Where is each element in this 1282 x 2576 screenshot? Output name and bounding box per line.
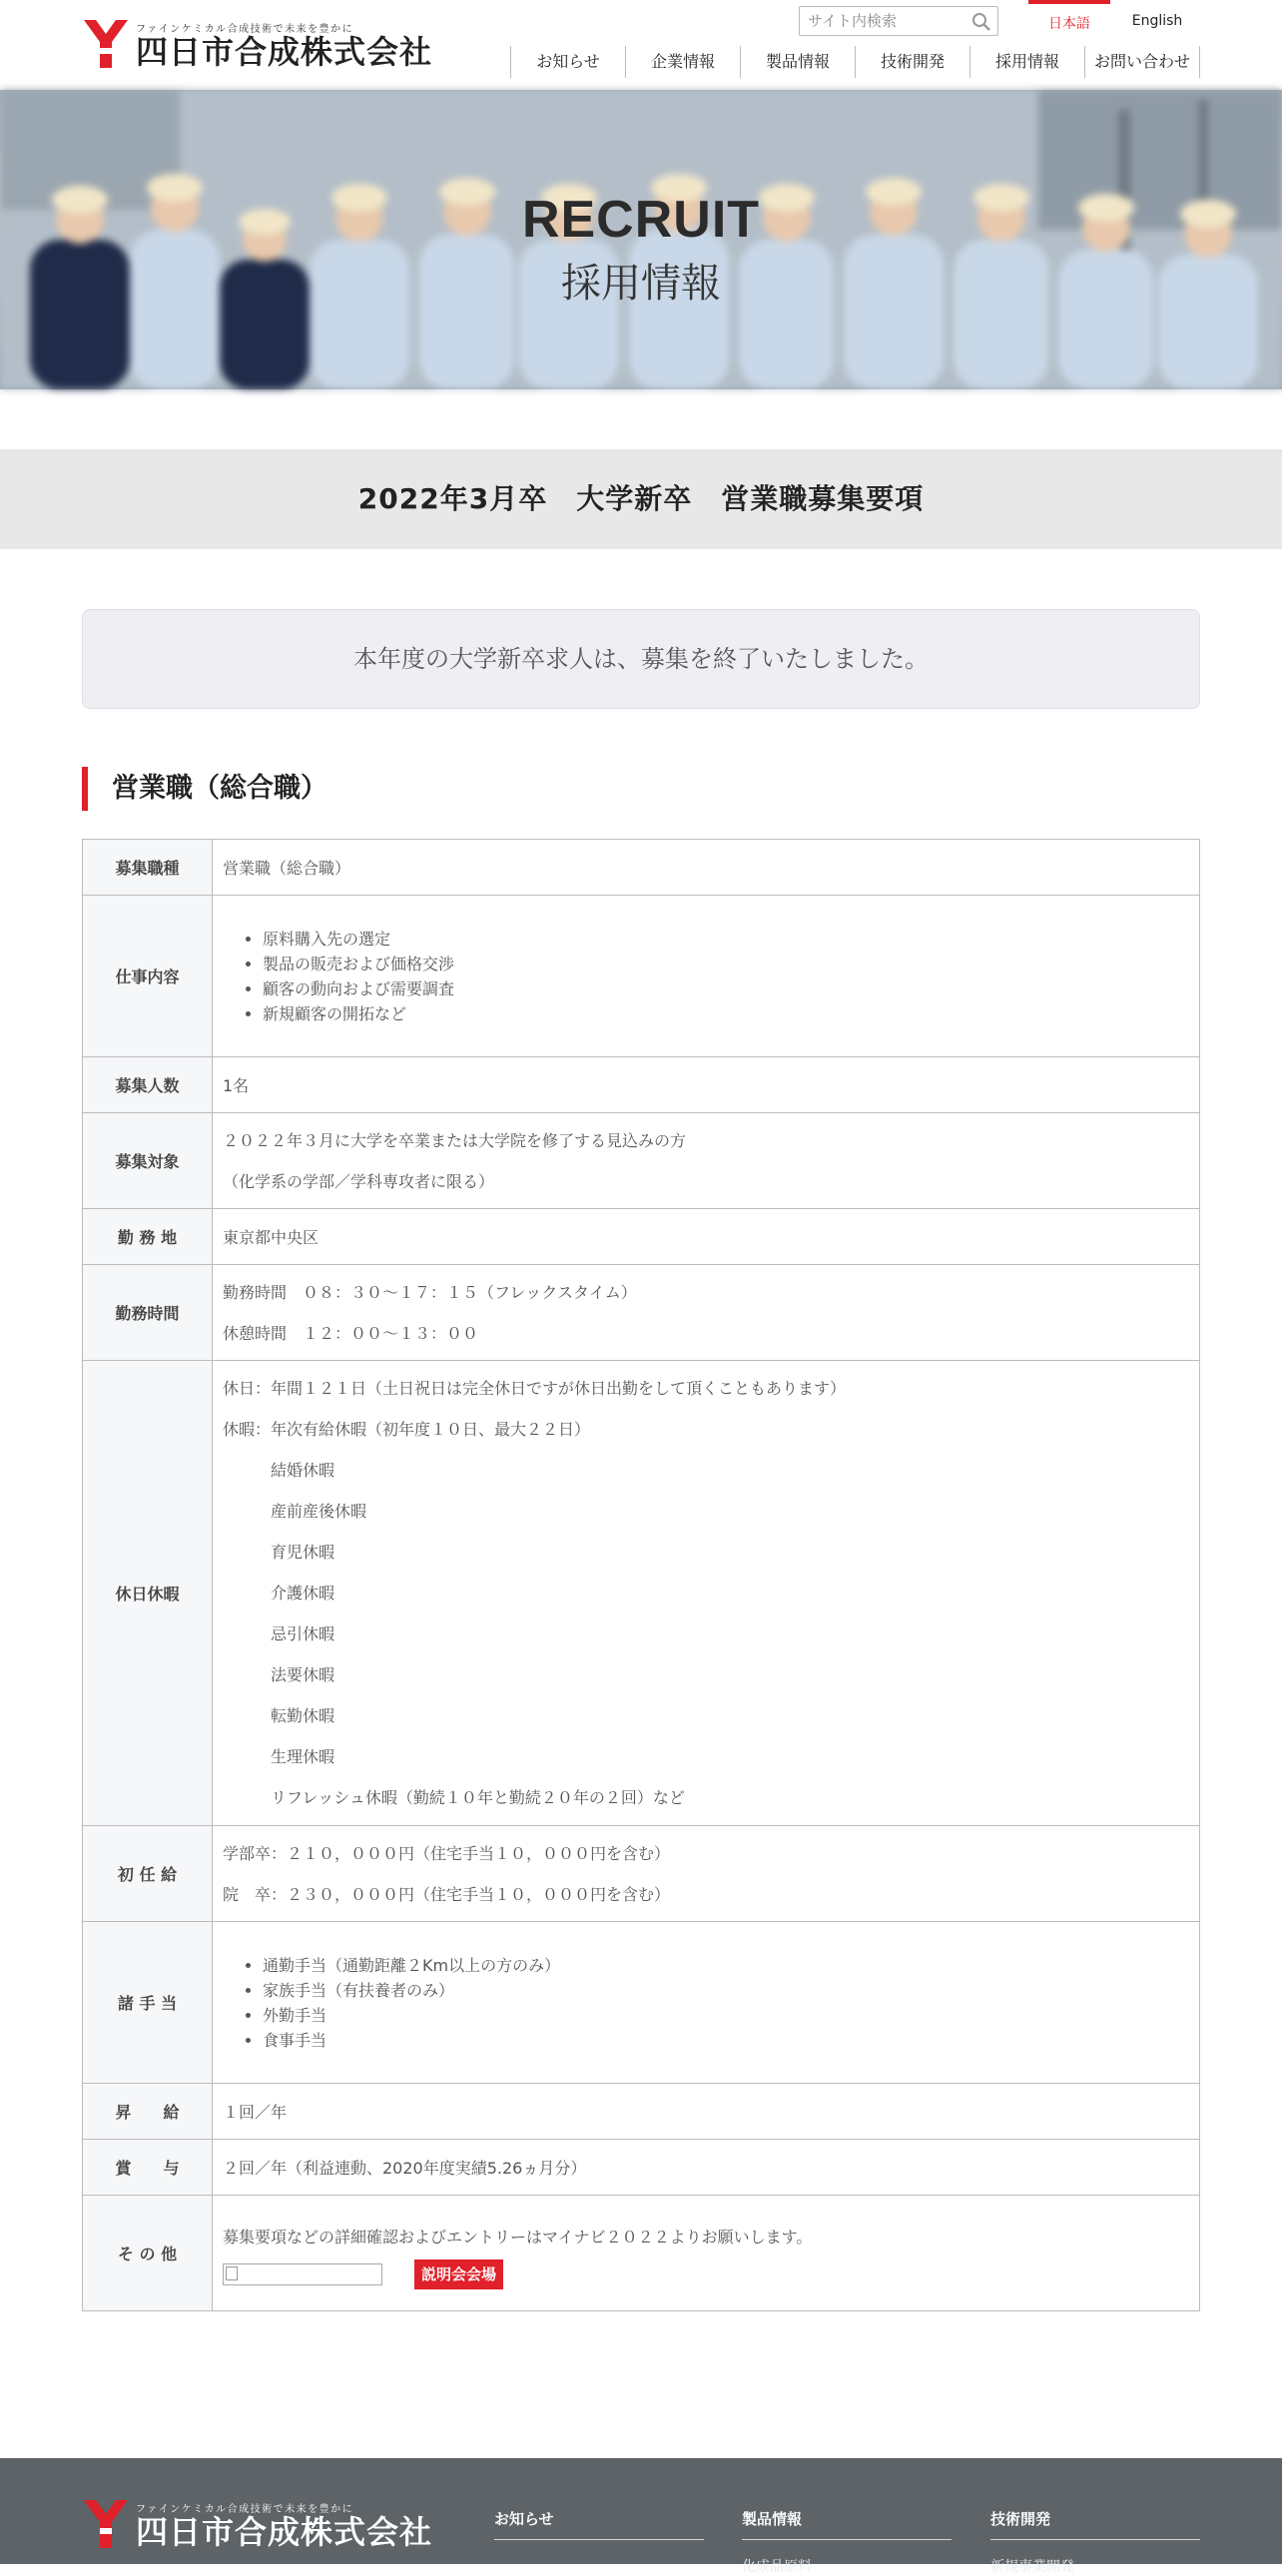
list-item: • 食事手当 bbox=[263, 2028, 1189, 2053]
hero-title: RECRUIT bbox=[521, 191, 761, 249]
break-hours: 休憩時間 １２：００〜１３：００ bbox=[223, 1323, 479, 1343]
footer-link-new-business[interactable]: 新規事業開発 bbox=[990, 2559, 1074, 2575]
list-item: • 新規顧客の開拓など bbox=[263, 1001, 1189, 1026]
row-label: 諸 手 当 bbox=[83, 1922, 213, 2084]
row-label: 勤 務 地 bbox=[83, 1209, 213, 1265]
nav-products[interactable]: 製品情報 bbox=[741, 46, 856, 78]
eligibility-line: ２０２２年３月に大学を卒業または大学院を修了する見込みの方 bbox=[223, 1130, 687, 1150]
row-label: 募集職種 bbox=[83, 840, 213, 896]
table-row bbox=[83, 1113, 1200, 1209]
nav-contact[interactable]: お問い合わせ bbox=[1085, 46, 1200, 78]
table-row bbox=[83, 1265, 1200, 1361]
allowances-list bbox=[223, 1953, 1189, 2053]
nav-technology[interactable]: 技術開発 bbox=[856, 46, 970, 78]
broken-image-icon bbox=[226, 2266, 238, 2280]
language-japanese[interactable]: 日本語 bbox=[1028, 0, 1110, 40]
list-item: • 家族手当（有扶養者のみ） bbox=[263, 1978, 1189, 2003]
table-row bbox=[83, 2084, 1200, 2140]
row-value: ２回／年（利益連動、2020年度実績5.26ヵ月分） bbox=[213, 2140, 1200, 2196]
list-item: • 製品の販売および価格交渉 bbox=[263, 952, 1189, 976]
table-row bbox=[83, 840, 1200, 896]
row-label: 募集人数 bbox=[83, 1057, 213, 1113]
list-item: • 通勤手当（通勤距離２Km以上の方のみ） bbox=[263, 1953, 1189, 1978]
leave-item: 法要休暇 bbox=[271, 1665, 335, 1684]
nav-company[interactable]: 企業情報 bbox=[626, 46, 741, 78]
hero-subtitle: 採用情報 bbox=[561, 261, 721, 307]
row-value bbox=[213, 1265, 1200, 1361]
row-label: 募集対象 bbox=[83, 1113, 213, 1209]
row-label: 仕事内容 bbox=[83, 896, 213, 1057]
row-value bbox=[213, 1113, 1200, 1209]
row-value bbox=[213, 2196, 1200, 2311]
salary-undergrad: 学部卒：２１０，０００円（住宅手当１０，０００円を含む） bbox=[223, 1843, 671, 1863]
leave-item: 生理休暇 bbox=[271, 1747, 335, 1766]
search-icon[interactable] bbox=[971, 12, 991, 32]
leave-item: 育児休暇 bbox=[271, 1543, 335, 1562]
entry-info: 募集要項などの詳細確認およびエントリーはマイナビ２０２２よりお願いします。 bbox=[223, 2228, 813, 2247]
footer-link-chemical-materials[interactable]: 化成品原料 bbox=[742, 2559, 812, 2575]
work-hours: 勤務時間 ０８：３０〜１７：１５（フレックスタイム） bbox=[223, 1282, 637, 1302]
row-value: 営業職（総合職） bbox=[213, 840, 1200, 896]
row-value bbox=[213, 1361, 1200, 1826]
logo-company-name: 四日市合成株式会社 bbox=[136, 2512, 433, 2551]
footer-link-news[interactable]: お知らせ bbox=[494, 2508, 704, 2540]
footer-link-products[interactable]: 製品情報 bbox=[742, 2508, 952, 2540]
row-value: 東京都中央区 bbox=[213, 1209, 1200, 1265]
site-search bbox=[799, 6, 998, 36]
eligibility-note: （化学系の学部／学科専攻者に限る） bbox=[223, 1171, 495, 1191]
search-input[interactable] bbox=[800, 7, 960, 35]
site-footer bbox=[0, 2458, 1282, 2575]
footer-logo[interactable] bbox=[82, 2498, 432, 2550]
row-label: 初 任 給 bbox=[83, 1826, 213, 1922]
leave-item: 忌引休暇 bbox=[271, 1624, 335, 1643]
row-value bbox=[213, 896, 1200, 1057]
row-label: 賞 与 bbox=[83, 2140, 213, 2196]
table-row bbox=[83, 1361, 1200, 1826]
site-logo[interactable] bbox=[82, 18, 432, 70]
list-item: • 顧客の動向および需要調査 bbox=[263, 976, 1189, 1001]
salary-grad: 院 卒：２３０，０００円（住宅手当１０，０００円を含む） bbox=[223, 1884, 671, 1904]
table-row bbox=[83, 1826, 1200, 1922]
leave-item: リフレッシュ休暇（勤続１０年と勤続２０年の２回）など bbox=[271, 1788, 685, 1807]
table-row bbox=[83, 1209, 1200, 1265]
entry-links bbox=[223, 2259, 1189, 2289]
row-value bbox=[213, 1826, 1200, 1922]
page-heading-band bbox=[0, 449, 1282, 549]
row-value: 1名 bbox=[213, 1057, 1200, 1113]
leave-item: 介護休暇 bbox=[271, 1584, 335, 1603]
table-row bbox=[83, 1057, 1200, 1113]
logo-tagline: ファインケミカル合成技術で未来を豊かに bbox=[136, 2503, 354, 2515]
language-english[interactable]: English bbox=[1131, 13, 1183, 29]
seminar-venue-button[interactable]: 説明会会場 bbox=[414, 2259, 503, 2289]
row-label: 昇 給 bbox=[83, 2084, 213, 2140]
hero-banner bbox=[0, 90, 1282, 389]
paid-leave-line: 休暇：年次有給休暇（初年度１０日、最大２２日） bbox=[223, 1420, 591, 1439]
list-item: • 原料購入先の選定 bbox=[263, 927, 1189, 952]
holidays-line: 休日：年間１２１日（土日祝日は完全休日ですが休日出勤をして頂くこともあります） bbox=[223, 1379, 847, 1398]
site-header bbox=[0, 0, 1282, 90]
table-row bbox=[83, 2196, 1200, 2311]
requirements-table bbox=[82, 839, 1200, 2311]
row-value: １回／年 bbox=[213, 2084, 1200, 2140]
recruitment-closed-notice: 本年度の大学新卒求人は、募集を終了いたしました。 bbox=[82, 609, 1200, 709]
leave-item: 結婚休暇 bbox=[271, 1461, 335, 1480]
footer-link-technology[interactable]: 技術開発 bbox=[990, 2508, 1200, 2540]
global-nav bbox=[510, 46, 1200, 78]
table-row bbox=[83, 1922, 1200, 2084]
logo-company-name: 四日市合成株式会社 bbox=[136, 32, 433, 71]
nav-recruit[interactable]: 採用情報 bbox=[970, 46, 1085, 78]
table-row bbox=[83, 2140, 1200, 2196]
mynavi-entry-banner[interactable] bbox=[223, 2263, 382, 2285]
logo-tagline: ファインケミカル合成技術で未来を豊かに bbox=[136, 23, 354, 35]
row-value bbox=[213, 1922, 1200, 2084]
duties-list bbox=[223, 927, 1189, 1026]
row-label: 勤務時間 bbox=[83, 1265, 213, 1361]
section-title: 営業職（総合職） bbox=[82, 767, 327, 811]
leave-item: 転勤休暇 bbox=[271, 1706, 335, 1725]
row-label: 休日休暇 bbox=[83, 1361, 213, 1826]
table-row bbox=[83, 896, 1200, 1057]
leave-item: 産前産後休暇 bbox=[271, 1502, 367, 1521]
row-label: そ の 他 bbox=[83, 2196, 213, 2311]
page-title: 2022年3月卒 大学新卒 営業職募集要項 bbox=[357, 482, 925, 515]
list-item: • 外勤手当 bbox=[263, 2003, 1189, 2028]
nav-news[interactable]: お知らせ bbox=[511, 46, 626, 78]
company-logo-icon bbox=[82, 18, 130, 70]
company-logo-icon bbox=[82, 2498, 130, 2550]
